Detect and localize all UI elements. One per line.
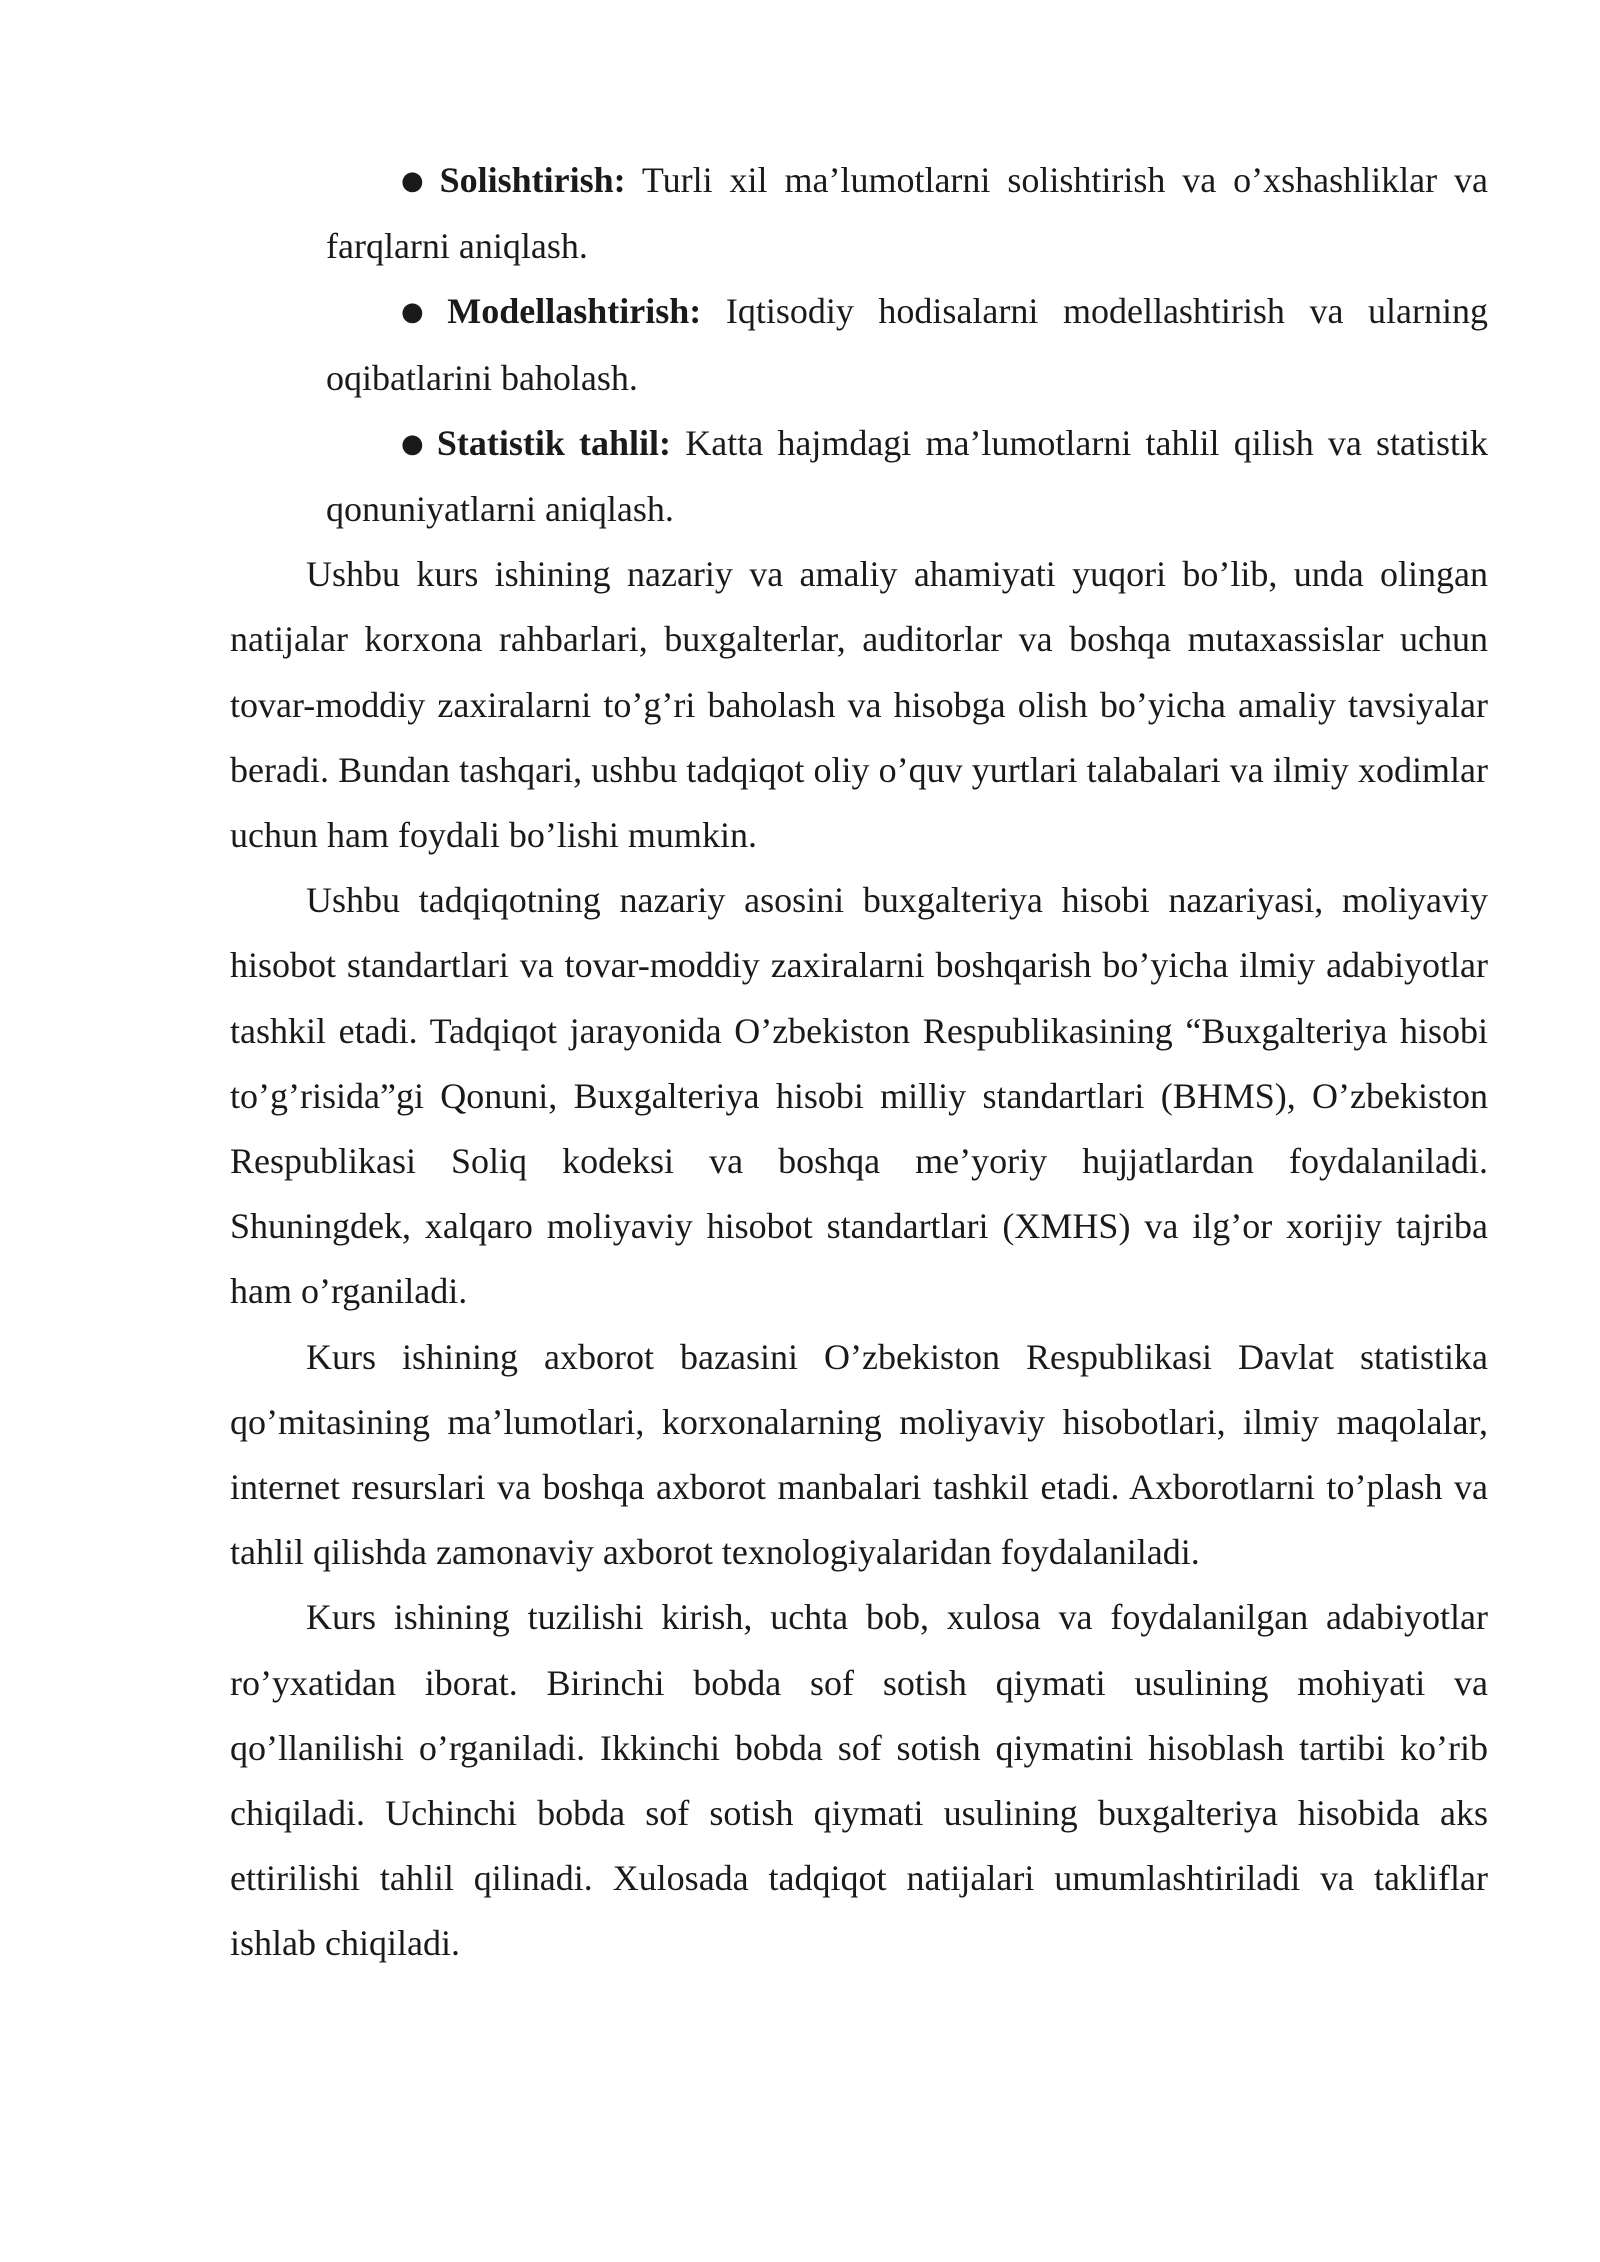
bullet-text: Turli xil ma’lumotlarni solishtirish va o’xshashliklar va farqlarni aniqlash. — [326, 160, 1489, 267]
bullet-dot-icon: ● — [401, 166, 432, 196]
document-page — [230, 148, 1488, 1977]
paragraph-significance: Ushbu kurs ishining nazariy va amaliy ahamiyati yuqori bo’lib, unda olingan natijalar korxona rahbarlari, buxgalterlar, auditorlar va boshqa mutaxassislar uchun tovar-moddiy zaxiralarni to’g’ri baholash va hisobga olish bo’yicha amaliy tavsiyalar beradi. Bundan tashqari, ushbu tadqiqot oliy o’quv yurtlari talabalari va ilmiy xodimlar uchun ham foydali bo’lishi mumkin. — [230, 554, 1488, 856]
bullet-item-statistik-tahlil — [230, 411, 1488, 542]
bullet-item-modellashtirish — [230, 279, 1488, 410]
bullet-item-solishtirish — [230, 148, 1488, 279]
bullet-term: Solishtirish: — [439, 160, 626, 200]
paragraph-structure: Kurs ishining tuzilishi kirish, uchta bob, xulosa va foydalanilgan adabiyotlar ro’yxatidan iborat. Birinchi bobda sof sotish qiymati usulining mohiyati va qo’llanilishi o’rganiladi. Ikkinchi bobda sof sotish qiymatini hisoblash tartibi ko’rib chiqiladi. Uchinchi bobda sof sotish qiymati usulining buxgalteriya hisobida aks ettirilishi tahlil qilinadi. Xulosada tadqiqot natijalari umumlashtiriladi va takliflar ishlab chiqiladi. — [230, 1597, 1488, 1964]
bullet-term: Statistik tahlil: — [436, 422, 672, 463]
bullet-term: Modellashtirish: — [447, 291, 702, 332]
bullet-dot-icon: ● — [401, 428, 429, 459]
bullet-dot-icon: ● — [401, 297, 440, 328]
paragraph-information-base: Kurs ishining axborot bazasini O’zbekiston Respublikasi Davlat statistika qo’mitasining ma’lumotlari, korxonalarning moliyaviy hisobotlari, ilmiy maqolalar, internet resurslari va boshqa axborot manbalari tashkil etadi. Axborotlarni to’plash va tahlil qilishda zamonaviy axborot texnologiyalaridan foydalaniladi. — [230, 1336, 1488, 1573]
paragraph-theoretical-basis: Ushbu tadqiqotning nazariy asosini buxgalteriya hisobi nazariyasi, moliyaviy hisobot standartlari va tovar-moddiy zaxiralarni boshqarish bo’yicha ilmiy adabiyotlar tashkil etadi. Tadqiqot jarayonida O’zbekiston Respublikasining “Buxgalteriya hisobi to’g’risida”gi Qonuni, Buxgalteriya hisobi milliy standartlari (BHMS), O’zbekiston Respublikasi Soliq kodeksi va boshqa me’yoriy hujjatlardan foydalaniladi. Shuningdek, xalqaro moliyaviy hisobot standartlari (XMHS) va ilg’or xorijiy tajriba ham o’rganiladi. — [230, 880, 1488, 1312]
bullet-text: Katta hajmdagi ma’lumotlarni tahlil qilish va statistik qonuniyatlarni aniqlash. — [326, 422, 1489, 530]
bullet-text: Iqtisodiy hodisalarni modellashtirish va ularning oqibatlarini baholash. — [326, 291, 1489, 398]
